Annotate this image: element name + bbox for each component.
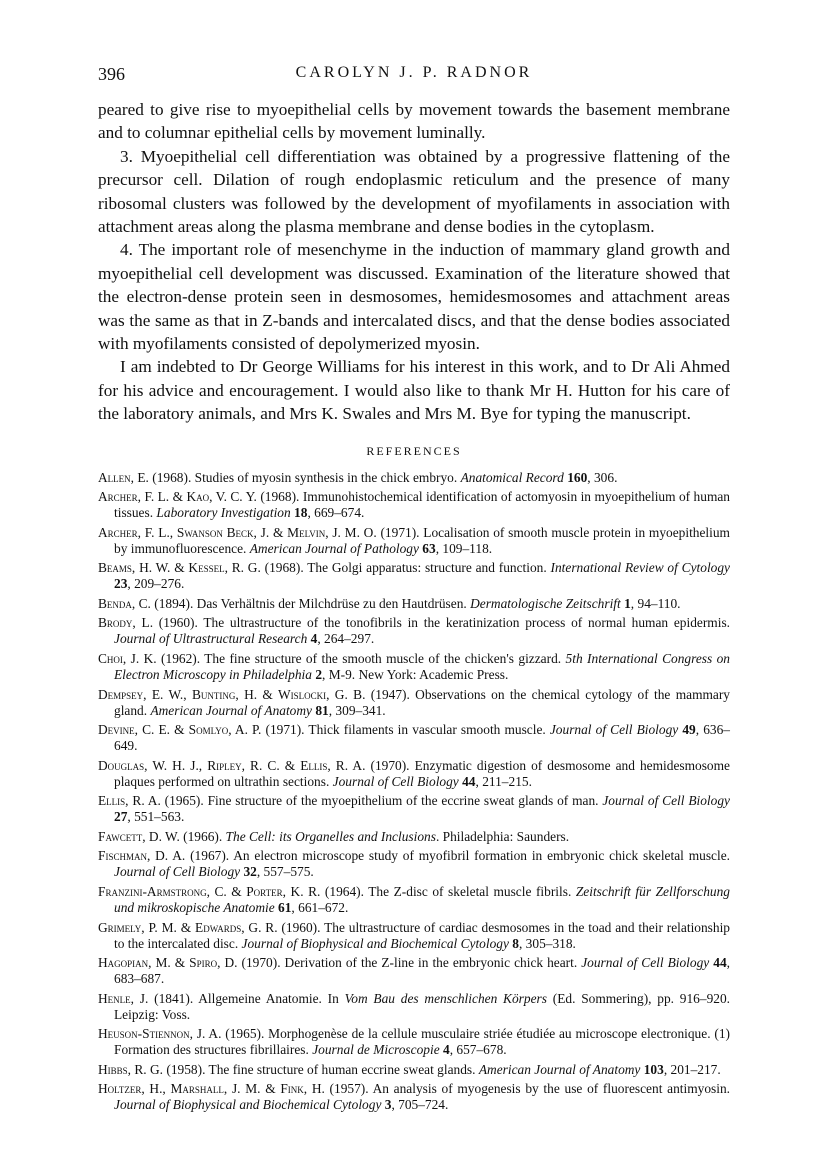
reference-journal: Dermatologische Zeitschrift (470, 595, 621, 611)
reference-volume: 32 (240, 864, 257, 880)
acknowledgement: I am indebted to Dr George Williams for his interest in this work, and to Dr Ali Ahmed for his advice and encouragement. I would also like to thank Mr H. Hutton for his care of the laboratory animals, and Mrs K. Swales and Mrs M. Bye for typing the manuscript. (98, 357, 730, 424)
reference-journal: Journal of Cell Biology (332, 773, 459, 789)
reference-pages: , 636–649. (114, 722, 730, 754)
reference-volume: 44 (709, 955, 727, 971)
reference-journal: American Journal of Pathology (249, 540, 419, 556)
reference-title: (1970). Enzymatic digestion of desmosome and hemidesmosome plaques performed on ultrathin sections. (114, 757, 730, 789)
paragraph-point-4: 4. The important role of mesenchyme in the induction of mammary gland growth and myoepithelial cell development was discussed. Examination of the literature showed that the electron-dense protein seen in desmosomes, hemidesmosomes and attachment areas was the same as that in Z-bands and intercalated discs, and that the dense bodies associated with myofilaments consisted of depolymerized myosin. (98, 240, 730, 354)
reference-journal: Journal of Ultrastructural Research (114, 631, 308, 647)
reference-authors: Heuson-Stiennon, J. A. (98, 1026, 222, 1042)
reference-entry (98, 991, 730, 1023)
reference-journal: Journal of Cell Biology (114, 864, 241, 880)
reference-pages: , 305–318. (518, 935, 576, 951)
reference-title: (1968). The Golgi apparatus: structure and function. (260, 560, 551, 576)
reference-entry (98, 489, 730, 521)
reference-volume: 103 (640, 1061, 664, 1077)
reference-pages: , 306. (587, 469, 618, 485)
reference-pages: . Philadelphia: Saunders. (435, 828, 570, 844)
reference-entry (98, 1081, 730, 1113)
reference-journal: Journal of Cell Biology (581, 955, 710, 971)
page (98, 64, 730, 1117)
reference-title: (1964). The Z-disc of skeletal muscle fibrils. (320, 883, 576, 899)
references-heading: REFERENCES (366, 443, 462, 458)
reference-journal: Journal of Biophysical and Biochemical Cytology (114, 1097, 382, 1113)
reference-journal: International Review of Cytology (550, 560, 730, 576)
reference-journal: Zeitschrift für Zellforschung und mikroskopische Anatomie (114, 883, 730, 916)
paragraph-continuation: peared to give rise to myoepithelial cells by movement towards the basement membrane and to columnar epithelial cells by movement luminally. (98, 100, 730, 143)
reference-authors: Beams, H. W. & Kessel, R. G. (98, 560, 261, 576)
reference-journal: The Cell: its Organelles and Inclusions (225, 828, 436, 844)
reference-pages: , 109–118. (435, 540, 493, 556)
reference-volume: 2 (311, 667, 323, 683)
reference-authors: Fischman, D. A. (98, 848, 186, 864)
reference-volume: 27 (114, 809, 128, 825)
reference-title: (1967). An electron microscope study of myofibril formation in embryonic chick skeletal muscle. (185, 848, 730, 864)
reference-journal: Journal of Cell Biology (602, 793, 730, 809)
reference-journal: 5th International Congress on Electron Microscopy in Philadelphia (114, 650, 730, 683)
reference-title: (1894). Das Verhältnis der Milchdrüse zu den Hautdrüsen. (150, 595, 471, 611)
reference-entry (98, 651, 730, 683)
reference-pages: , 657–678. (449, 1042, 507, 1058)
reference-authors: Hagopian, M. & Spiro, D. (98, 955, 238, 971)
reference-entry (98, 687, 730, 719)
reference-pages: , 557–575. (256, 864, 314, 880)
reference-entry (98, 829, 730, 845)
reference-title: (1965). Fine structure of the myoepithelium of the eccrine sweat glands of man. (160, 793, 603, 809)
reference-entry (98, 955, 730, 987)
reference-pages: , 705–724. (391, 1097, 449, 1113)
reference-volume: 61 (274, 900, 292, 916)
reference-authors: Douglas, W. H. J., Ripley, R. C. & Ellis, R. A. (98, 757, 366, 773)
reference-volume: 81 (311, 702, 329, 718)
reference-pages: , 309–341. (328, 702, 386, 718)
reference-entry (98, 793, 730, 825)
reference-journal: Laboratory Investigation (156, 505, 291, 521)
reference-journal: Journal of Cell Biology (549, 722, 679, 738)
reference-pages: , 551–563. (127, 809, 185, 825)
reference-pages: , 94–110. (630, 595, 681, 611)
reference-pages: , 201–217. (663, 1061, 721, 1077)
reference-journal: American Journal of Anatomy (150, 702, 312, 718)
reference-entry (98, 884, 730, 916)
reference-volume: 4 (439, 1042, 450, 1058)
reference-entry (98, 722, 730, 754)
reference-title: (1962). The fine structure of the smooth muscle of the chicken's gizzard. (156, 650, 566, 666)
reference-volume: 18 (290, 505, 308, 521)
reference-volume: 49 (678, 722, 696, 738)
reference-authors: Franzini-Armstrong, C. & Porter, K. R. (98, 883, 321, 899)
reference-volume: 3 (381, 1097, 392, 1113)
reference-authors: Archer, F. L. & Kao, V. C. Y. (98, 489, 257, 505)
reference-volume: 44 (458, 773, 476, 789)
reference-authors: Fawcett, D. W. (98, 828, 180, 844)
reference-volume: 8 (508, 935, 519, 951)
reference-title: (1968). Studies of myosin synthesis in the chick embryo. (148, 469, 461, 485)
summary-text (98, 98, 730, 426)
reference-title: (1970). Derivation of the Z-line in the embryonic chick heart. (237, 955, 582, 971)
reference-title: (1971). Thick filaments in vascular smooth muscle. (261, 722, 550, 738)
reference-entry (98, 470, 730, 486)
reference-journal: Journal de Microscopie (312, 1042, 440, 1058)
reference-pages: (Ed. Sommering), pp. 916–920. Leipzig: Voss. (114, 990, 731, 1022)
reference-journal: Vom Bau des menschlichen Körpers (344, 990, 547, 1006)
reference-authors: Holtzer, H., Marshall, J. M. & Fink, H. (98, 1081, 325, 1097)
page-header (98, 64, 730, 98)
reference-volume: 4 (307, 631, 318, 647)
reference-pages: , 264–297. (317, 631, 375, 647)
reference-pages: , 683–687. (114, 955, 730, 987)
reference-authors: Allen, E. (98, 469, 149, 485)
reference-pages: , 661–672. (291, 900, 349, 916)
reference-volume: 63 (418, 540, 436, 556)
reference-authors: Benda, C. (98, 595, 151, 611)
reference-pages: , 211–215. (475, 773, 532, 789)
reference-authors: Brody, L. (98, 615, 154, 631)
reference-title: (1947). Observations on the chemical cytology of the mammary gland. (114, 686, 730, 718)
reference-title: (1957). An analysis of myogenesis by the use of fluorescent antimyosin. (324, 1081, 730, 1097)
reference-entry (98, 596, 730, 612)
paragraph-point-3: 3. Myoepithelial cell differentiation was obtained by a progressive flattening of the precursor cell. Dilation of rough endoplasmic reticulum and the presence of many ribosomal clusters was followed by the development of myofilaments in association with attachment areas along the plasma membrane and dense bodies in the cytoplasm. (98, 146, 730, 237)
reference-authors: Devine, C. E. & Somlyo, A. P. (98, 722, 262, 738)
reference-entry (98, 560, 730, 592)
reference-entry (98, 920, 730, 952)
reference-title: (1841). Allgemeine Anatomie. In (148, 990, 345, 1006)
reference-volume: 1 (620, 595, 631, 611)
reference-list (98, 470, 730, 1114)
running-head: CAROLYN J. P. RADNOR (295, 64, 533, 81)
reference-authors: Grimely, P. M. & Edwards, G. R. (98, 919, 278, 935)
reference-volume: 23 (114, 576, 128, 592)
reference-title: (1965). Morphogenèse de la cellule musculaire striée étudiée au microscope electronique. (1) Formation des structures fibrillaires. (114, 1026, 730, 1058)
reference-authors: Ellis, R. A. (98, 793, 161, 809)
reference-authors: Hibbs, R. G. (98, 1061, 164, 1077)
reference-journal: American Journal of Anatomy (478, 1061, 641, 1077)
reference-entry (98, 848, 730, 880)
reference-authors: Choi, J. K. (98, 650, 157, 666)
reference-authors: Dempsey, E. W., Bunting, H. & Wislocki, G. B. (98, 686, 366, 702)
reference-pages: , 209–276. (127, 576, 185, 592)
reference-title: (1960). The ultrastructure of the tonofibrils in the keratinization process of normal human epidermis. (153, 615, 731, 631)
reference-authors: Henle, J. (98, 990, 149, 1006)
reference-journal: Journal of Biophysical and Biochemical Cytology (241, 935, 509, 951)
reference-authors: Archer, F. L., Swanson Beck, J. & Melvin, J. M. O. (98, 524, 377, 540)
reference-title: (1960). The ultrastructure of cardiac desmosomes in the toad and their relationship to the intercalated disc. (114, 919, 730, 951)
reference-entry (98, 1026, 730, 1058)
reference-pages: , 669–674. (307, 505, 365, 521)
reference-entry (98, 615, 730, 647)
reference-title: (1968). Immunohistochemical identification of actomyosin in myoepithelium of human tissues. (114, 489, 730, 521)
reference-title: (1966). (179, 828, 226, 844)
reference-entry (98, 758, 730, 790)
page-number: 396 (98, 64, 125, 84)
reference-title: (1958). The fine structure of human eccrine sweat glands. (163, 1061, 479, 1077)
reference-title: (1971). Localisation of smooth muscle protein in myoepithelium by immunofluorescence. (114, 524, 730, 556)
reference-volume: 160 (563, 469, 588, 485)
reference-entry (98, 525, 730, 557)
reference-journal: Anatomical Record (460, 469, 564, 485)
reference-entry (98, 1062, 730, 1078)
reference-pages: , M-9. New York: Academic Press. (322, 667, 509, 683)
